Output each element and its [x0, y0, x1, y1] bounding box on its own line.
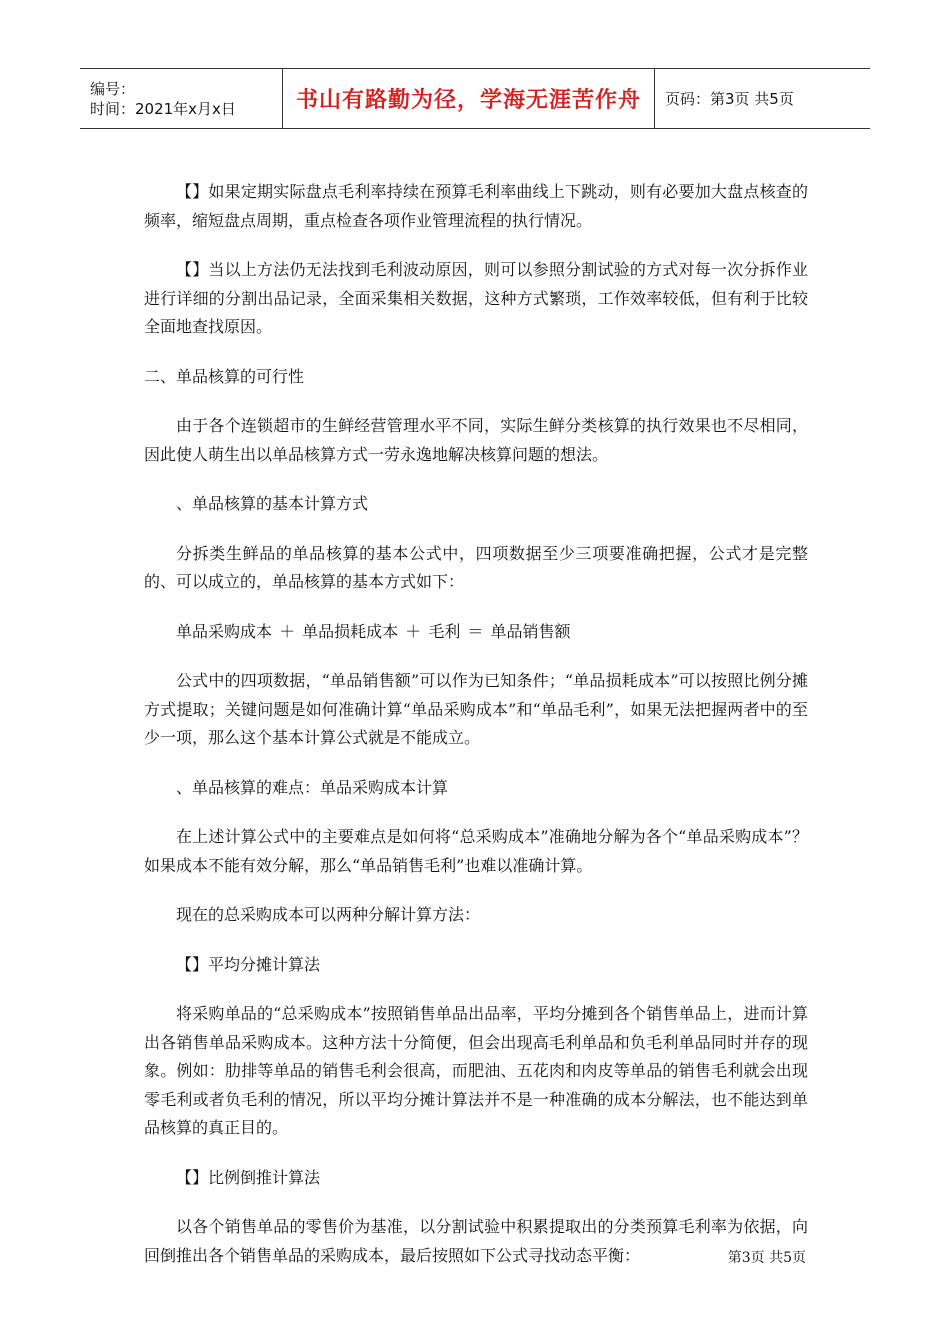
document-time-label: 时间：2021年x月x日 — [90, 99, 236, 118]
document-body — [144, 178, 808, 1291]
section-heading: 二、单品核算的可行性 — [144, 366, 305, 386]
header-meta — [80, 69, 282, 128]
formula: 单品采购成本 ＋ 单品损耗成本 ＋ 毛利 ＝ 单品销售额 — [176, 621, 571, 641]
subsection-heading: 、单品核算的难点：单品采购成本计算 — [176, 777, 449, 797]
footer-page-number: 第3页 共5页 — [727, 1250, 806, 1266]
header-page-number: 页码：第3页 共5页 — [665, 90, 794, 108]
page-header — [80, 68, 870, 129]
paragraph: 将采购单品的“总采购成本”按照销售单品出品率，平均分摊到各个销售单品上，进而计算出各销售单品采购成本。这种方法十分简便，但会出现高毛利单品和负毛利单品同时并存的现象。例如：肋排等单品的销售毛利会很高，而肥油、五花肉和肉皮等单品的销售毛利就会出现零毛利或者负毛利的情况，所以平均分摊计算法并不是一种准确的成本分解法，也不能达到单品核算的真正目的。 — [144, 1004, 808, 1137]
paragraph: 公式中的四项数据，“单品销售额”可以作为已知条件；“单品损耗成本”可以按照比例分摊方式提取；关键问题是如何准确计算“单品采购成本”和“单品毛利”，如果无法把握两者中的至少一项，那么这个基本计算公式就是不能成立。 — [144, 671, 808, 747]
method-heading: 【】平均分摊计算法 — [176, 954, 321, 974]
paragraph: 现在的总采购成本可以两种分解计算方法： — [176, 905, 481, 924]
paragraph: 在上述计算公式中的主要难点是如何将“总采购成本”准确地分解为各个“单品采购成本”？如果成本不能有效分解，那么“单品销售毛利”也难以准确计算。 — [144, 827, 808, 875]
paragraph: 以各个销售单品的零售价为基准，以分割试验中积累提取出的分类预算毛利率为依据，向回倒推出各个销售单品的采购成本，最后按照如下公式寻找动态平衡： — [144, 1217, 808, 1265]
paragraph: 【】如果定期实际盘点毛利率持续在预算毛利率曲线上下跳动，则有必要加大盘点核查的频率，缩短盘点周期，重点检查各项作业管理流程的执行情况。 — [144, 182, 808, 230]
paragraph: 【】当以上方法仍无法找到毛利波动原因，则可以参照分割试验的方式对每一次分拆作业进行详细的分割出品记录，全面采集相关数据，这种方式繁琐，工作效率较低，但有利于比较全面地查找原因。 — [144, 260, 808, 336]
subsection-heading: 、单品核算的基本计算方式 — [176, 494, 369, 513]
header-motto: 书山有路勤为径，学海无涯苦作舟 — [282, 69, 655, 128]
paragraph: 分拆类生鲜品的单品核算的基本公式中，四项数据至少三项要准确把握，公式才是完整的、可以成立的，单品核算的基本方式如下： — [144, 543, 808, 591]
paragraph: 由于各个连锁超市的生鲜经营管理水平不同，实际生鲜分类核算的执行效果也不尽相同，因此使人萌生出以单品核算方式一劳永逸地解决核算问题的想法。 — [144, 416, 808, 464]
document-number-label: 编号： — [90, 79, 136, 98]
method-heading: 【】比例倒推计算法 — [176, 1167, 321, 1187]
